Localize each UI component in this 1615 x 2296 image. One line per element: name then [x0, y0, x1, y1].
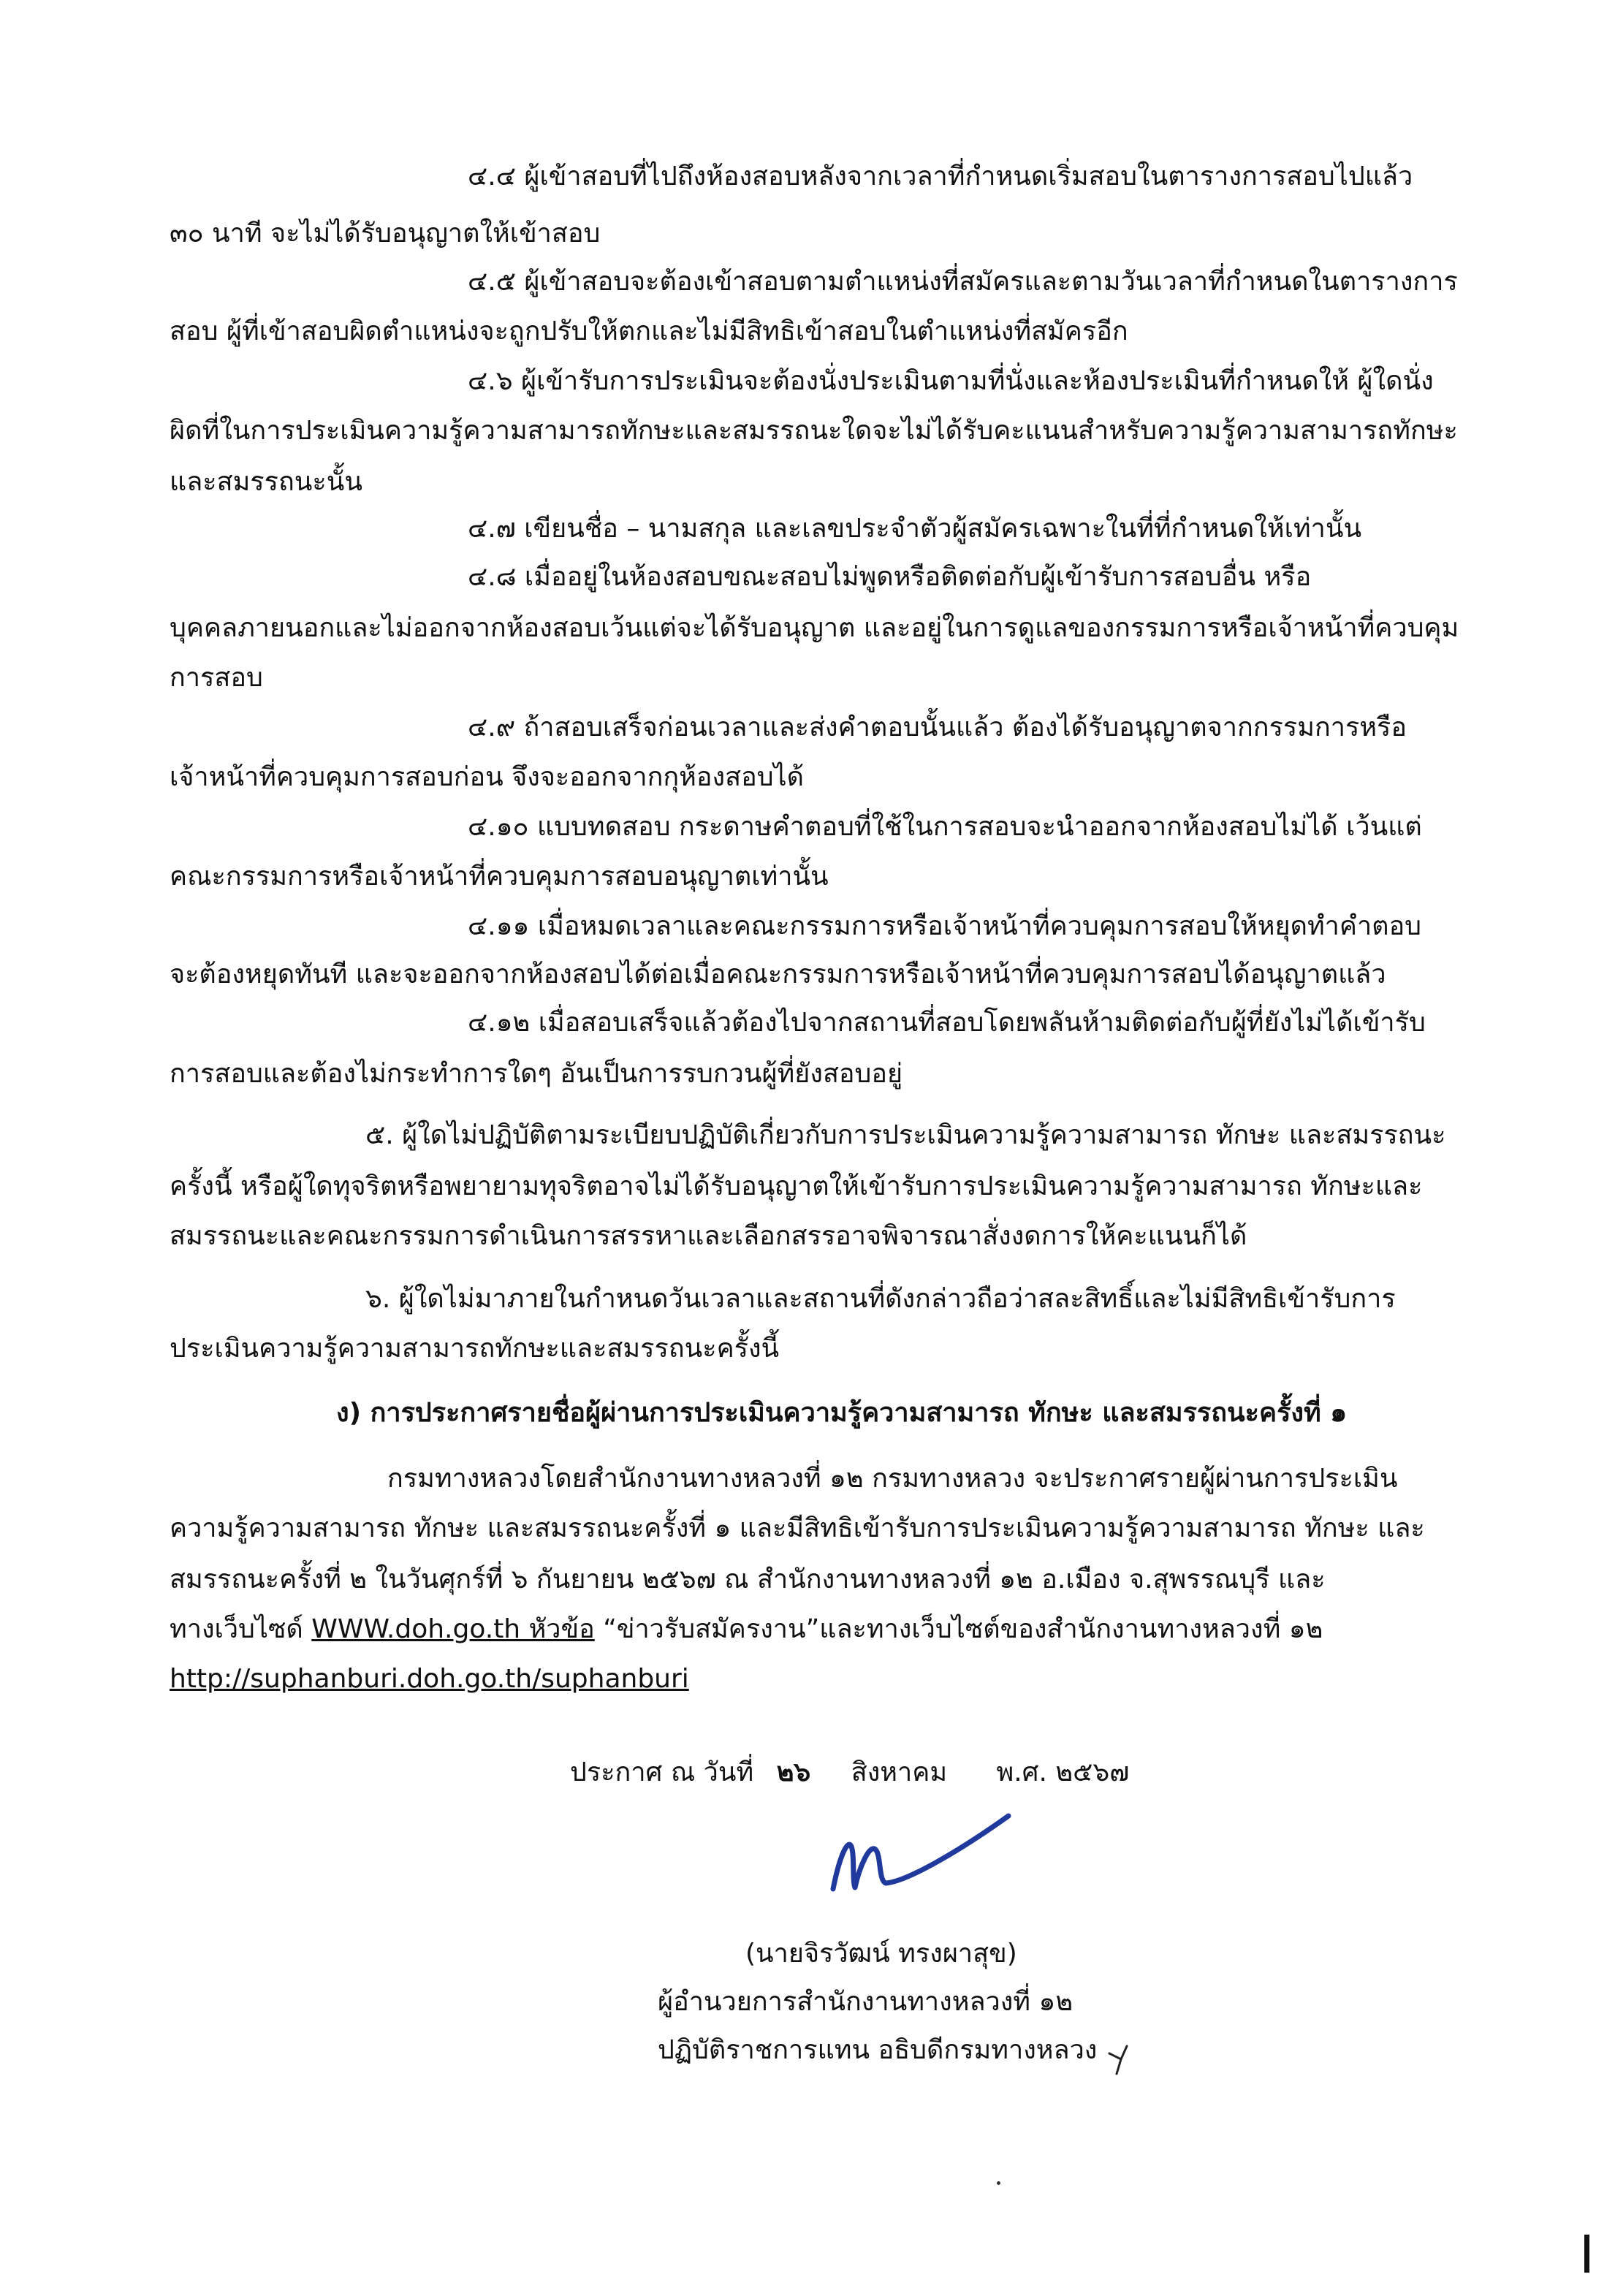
- section-heading: ง) การประกาศรายชื่อผู้ผ่านการประเมินความรู้ความสามารถ ทักษะ และสมรรถนะครั้งที่ ๑: [336, 1398, 1348, 1428]
- clause-4-12-line-1: ๔.๑๒ เมื่อสอบเสร็จแล้วต้องไปจากสถานที่สอบโดยพลันห้ามติดต่อกับผู้ที่ยังไม่ได้เข้ารับ: [468, 1008, 1426, 1038]
- clause-4-8-line-1: ๔.๘ เมื่ออยู่ในห้องสอบขณะสอบไม่พูดหรือติดต่อกับผู้เข้ารับการสอบอื่น หรือ: [468, 562, 1312, 592]
- announcement-line-3: สมรรถนะครั้งที่ ๒ ในวันศุกร์ที่ ๖ กันยายน ๒๕๖๗ ณ สำนักงานทางหลวงที่ ๑๒ อ.เมือง จ.สุพรรณบุรี และ: [170, 1565, 1326, 1594]
- date-month: สิงหาคม: [851, 1757, 948, 1787]
- clause-4-12-line-2: การสอบและต้องไม่กระทำการใดๆ อันเป็นการรบกวนผู้ที่ยังสอบอยู่: [170, 1059, 903, 1089]
- suphanburi-website-link[interactable]: http://suphanburi.doh.go.th/suphanburi: [170, 1664, 689, 1694]
- date-day: ๒๖: [776, 1757, 811, 1787]
- clause-6-line-1: ๖. ผู้ใดไม่มาภายในกำหนดวันเวลาและสถานที่ดังกล่าวถือว่าสละสิทธิ์และไม่มีสิทธิเข้ารับการ: [365, 1284, 1396, 1314]
- initial-check-mark: [1105, 2040, 1134, 2077]
- announcement-line-4: [170, 1608, 1323, 1651]
- clause-4-5-line-2: สอบ ผู้ที่เข้าสอบผิดตำแหน่งจะถูกปรับให้ตกและไม่มีสิทธิเข้าสอบในตำแหน่งที่สมัครอีก: [170, 316, 1128, 346]
- scan-speck: [997, 2181, 1000, 2185]
- clause-4-6-line-2: ผิดที่ในการประเมินความรู้ความสามารถทักษะและสมรรถนะใดจะไม่ได้รับคะแนนสำหรับความรู้ความสามารถทักษะ: [170, 416, 1458, 446]
- clause-4-4-line-1: ๔.๔ ผู้เข้าสอบที่ไปถึงห้องสอบหลังจากเวลาที่กำหนดเริ่มสอบในตารางการสอบไปแล้ว: [468, 161, 1413, 191]
- clause-4-5-line-1: ๔.๕ ผู้เข้าสอบจะต้องเข้าสอบตามตำแหน่งที่สมัครและตามวันเวลาที่กำหนดในตารางการ: [468, 267, 1458, 297]
- clause-5-line-3: สมรรถนะและคณะกรรมการดำเนินการสรรหาและเลือกสรรอาจพิจารณาสั่งงดการให้คะแนนก็ได้: [170, 1221, 1247, 1251]
- clause-4-6-line-1: ๔.๖ ผู้เข้ารับการประเมินจะต้องนั่งประเมินตามที่นั่งและห้องประเมินที่กำหนดให้ ผู้ใดนั่ง: [468, 366, 1434, 396]
- clause-4-11-line-2: จะต้องหยุดทันที และจะออกจากห้องสอบได้ต่อเมื่อคณะกรรมการหรือเจ้าหน้าที่ควบคุมการสอบได้อนุญาตแล้ว: [170, 959, 1386, 989]
- scan-edge-mark: [1584, 2235, 1589, 2273]
- clause-4-11-line-1: ๔.๑๑ เมื่อหมดเวลาและคณะกรรมการหรือเจ้าหน้าที่ควบคุมการสอบให้หยุดทำคำตอบ: [468, 911, 1422, 941]
- signer-acting: ปฏิบัติราชการแทน อธิบดีกรมทางหลวง: [658, 2035, 1098, 2065]
- signer-title: ผู้อำนวยการสำนักงานทางหลวงที่ ๑๒: [658, 1987, 1074, 2017]
- clause-5-line-2: ครั้งนี้ หรือผู้ใดทุจริตหรือพยายามทุจริตอาจไม่ได้รับอนุญาตให้เข้ารับการประเมินความรู้ความสามารถ ทักษะและ: [170, 1171, 1423, 1201]
- announcement-date: [570, 1751, 1129, 1795]
- clause-4-7-line-1: ๔.๗ เขียนชื่อ – นามสกุล และเลขประจำตัวผู้สมัครเฉพาะในที่ที่กำหนดให้เท่านั้น: [468, 514, 1362, 544]
- clause-5-line-1: ๕. ผู้ใดไม่ปฏิบัติตามระเบียบปฏิบัติเกี่ยวกับการประเมินความรู้ความสามารถ ทักษะ และสมรรถนะ: [365, 1120, 1446, 1150]
- clause-4-8-line-2: บุคคลภายนอกและไม่ออกจากห้องสอบเว้นแต่จะได้รับอนุญาต และอยู่ในการดูแลของกรรมการหรือเจ้าหน้าที่ควบคุม: [170, 613, 1459, 643]
- announcement-line-5: [170, 1657, 689, 1701]
- clause-6-line-2: ประเมินความรู้ความสามารถทักษะและสมรรถนะครั้งนี้: [170, 1334, 780, 1364]
- signature-mark: [818, 1801, 1023, 1918]
- doh-website-link[interactable]: WWW.doh.go.th หัวข้อ: [311, 1614, 595, 1644]
- clause-4-9-line-2: เจ้าหน้าที่ควบคุมการสอบก่อน จึงจะออกจากกุห้องสอบได้: [170, 762, 805, 792]
- clause-4-8-line-3: การสอบ: [170, 663, 263, 693]
- clause-4-4-line-2: ๓๐ นาที จะไม่ได้รับอนุญาตให้เข้าสอบ: [170, 218, 601, 248]
- clause-4-6-line-3: และสมรรถนะนั้น: [170, 467, 362, 497]
- date-year: พ.ศ. ๒๕๖๗: [996, 1757, 1130, 1787]
- clause-4-10-line-1: ๔.๑๐ แบบทดสอบ กระดาษคำตอบที่ใช้ในการสอบจะนำออกจากห้องสอบไม่ได้ เว้นแต่: [468, 812, 1422, 842]
- announcement-line-2: ความรู้ความสามารถ ทักษะ และสมรรถนะครั้งที่ ๑ และมีสิทธิเข้ารับการประเมินความรู้ความสามารถ ทักษะ และ: [170, 1513, 1425, 1543]
- announcement-line-1: กรมทางหลวงโดยสำนักงานทางหลวงที่ ๑๒ กรมทางหลวง จะประกาศรายผู้ผ่านการประเมิน: [387, 1464, 1398, 1494]
- date-prefix: ประกาศ ณ วันที่: [570, 1757, 754, 1787]
- clause-4-9-line-1: ๔.๙ ถ้าสอบเสร็จก่อนเวลาและส่งคำตอบนั้นแล้ว ต้องได้รับอนุญาตจากกรรมการหรือ: [468, 712, 1407, 742]
- clause-4-10-line-2: คณะกรรมการหรือเจ้าหน้าที่ควบคุมการสอบอนุญาตเท่านั้น: [170, 862, 829, 892]
- signer-name: (นายจิรวัฒน์ ทรงผาสุข): [745, 1939, 1017, 1969]
- website-description: “ข่าวรับสมัครงาน”และทางเว็บไซต์ของสำนักงานทางหลวงที่ ๑๒: [594, 1614, 1323, 1644]
- website-label: ทางเว็บไซด์: [170, 1614, 312, 1644]
